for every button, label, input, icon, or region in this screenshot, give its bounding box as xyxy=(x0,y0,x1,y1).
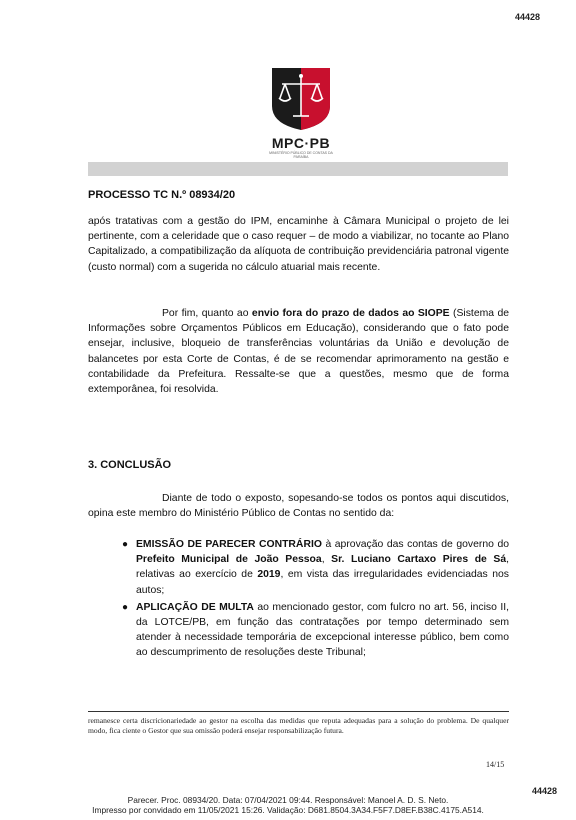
paragraph-conclusion-intro xyxy=(88,491,509,521)
bullet1-bold4: 2019 xyxy=(257,569,281,581)
mpc-pb-logo xyxy=(270,66,332,137)
bullet1-bold1: EMISSÃO DE PARECER CONTRÁRIO xyxy=(136,539,322,550)
document-id-top: 44428 xyxy=(515,12,541,22)
paragraph-siope-lead: Por fim, quanto ao xyxy=(162,308,252,319)
footnote-separator xyxy=(88,711,509,712)
document-id-bottom: 44428 xyxy=(532,786,558,796)
page-indicator: 14/15 xyxy=(486,760,505,769)
bullet1-bold2: Prefeito Municipal de João Pessoa xyxy=(136,554,322,566)
paragraph-ipm: após tratativas com a gestão do IPM, encaminhe à Câmara Municipal o projeto de lei pertinente, com a celeridade que o caso requer – de modo a viabilizar, no tocante ao Plano Capitalizado, a compatibilização da alíquota de contribuição previdenciária patronal vigente (custo normal) com a sugerida no cálculo atuarial mais recente. xyxy=(88,216,509,273)
scales-of-justice-icon xyxy=(270,66,332,132)
bullet1-text2: , xyxy=(321,554,332,566)
conclusion-list xyxy=(122,537,510,663)
header-divider-bar xyxy=(88,162,508,176)
list-item xyxy=(122,537,510,598)
bullet1-bold3: Sr. Luciano Cartaxo Pires de Sá xyxy=(331,554,507,566)
paragraph-siope xyxy=(88,306,509,397)
bullet1-text4: , em vista das irregularidades evidenciadas nos autos; xyxy=(136,569,509,596)
bullet1-text3: , relativas ao exercício de xyxy=(136,554,509,581)
list-item xyxy=(122,600,509,661)
logo-wordmark: MPC·PB xyxy=(271,135,331,151)
bullet1-text1: à aprovação das contas de governo do xyxy=(321,539,510,550)
bullet-icon: ● xyxy=(122,539,129,550)
document-footer xyxy=(0,796,576,815)
bullet2-bold1: APLICAÇÃO DE MULTA xyxy=(136,601,254,613)
section-title-conclusao: 3. CONCLUSÃO xyxy=(88,459,172,471)
paragraph-conclusion-text: Diante de todo o exposto, sopesando-se todos os pontos aqui discutidos, opina este membro do Ministério Público de Contas no sentido da: xyxy=(88,493,509,520)
bullet2-text1: ao mencionado gestor, com fulcro no art. 56, inciso II, da LOTCE/PB, em função das contratações por tempo determinado sem atender à necessidade temporária de excepcional interesse público, bem como ao descumprimento de resoluções deste Tribunal; xyxy=(136,601,509,659)
footer-line-1: Parecer. Proc. 08934/20. Data: 07/04/2021 09:44. Responsável: Manoel A. D. S. Neto. xyxy=(127,795,449,805)
footer-line-2: Impresso por convidado em 11/05/2021 15:26. Validação: D681.8504.3A34.F5F7.D8EF.B38C.4175.A514. xyxy=(92,804,484,815)
footnote: remanesce certa discricionariedade ao gestor na escolha das medidas que reputa adequadas para a solução do problema. De qualquer modo, fica ciente o Gestor que sua omissão poderá ensejar responsabilização futura. xyxy=(88,716,509,735)
paragraph-siope-rest: (Sistema de Informações sobre Orçamentos Públicos em Educação), considerando que o fato pode ensejar, inclusive, bloqueio de transferências voluntárias da União e devolução de balancetes por esta Corte de Contas, é de se recomendar aprimoramento na gestão e contabilidade da Prefeitura. Ressalte-se que a questões, mesmo que de forma extemporânea, foi resolvida. xyxy=(88,308,510,396)
paragraph-siope-bold: envio fora do prazo de dados ao SIOPE xyxy=(251,308,450,319)
logo-subtext: MINISTÉRIO PÚBLICO DE CONTAS DA PARAÍBA xyxy=(269,151,333,159)
bullet-icon: ● xyxy=(122,601,129,613)
process-title: PROCESSO TC N.º 08934/20 xyxy=(88,189,236,201)
